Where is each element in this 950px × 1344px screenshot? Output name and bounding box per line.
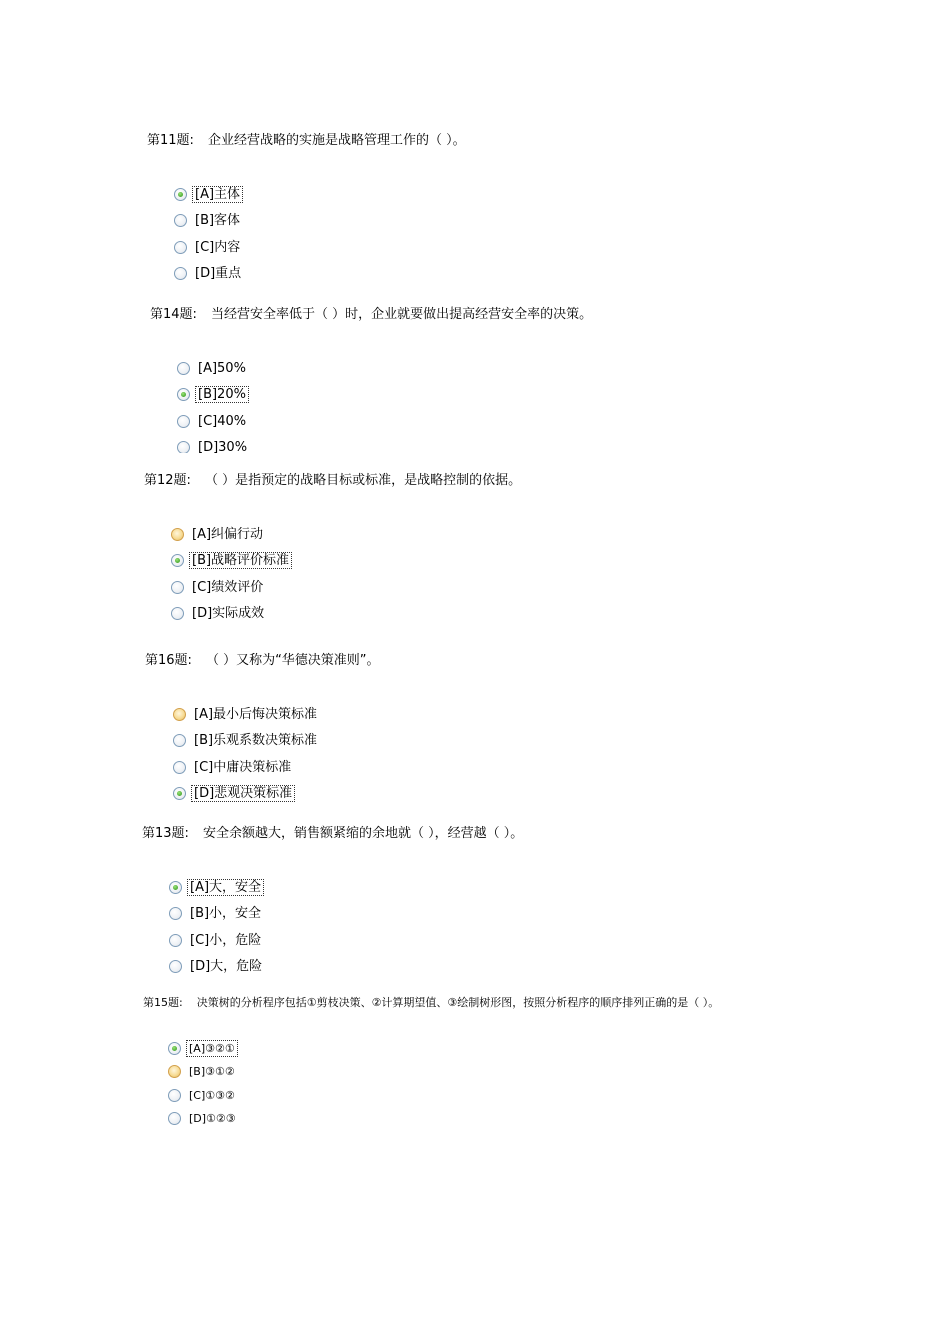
option-a[interactable] <box>173 701 320 728</box>
option-a[interactable] <box>174 181 244 208</box>
option-label[interactable]: [A]纠偏行动 <box>192 526 264 542</box>
option-label[interactable]: [B]③①② <box>189 1065 235 1079</box>
radio-button[interactable] <box>174 267 187 280</box>
question-text: 企业经营战略的实施是战略管理工作的（ ）。 <box>207 133 466 148</box>
option-label[interactable]: [D]30% <box>198 440 248 453</box>
radio-button[interactable] <box>171 528 184 541</box>
question-16 <box>145 653 380 669</box>
radio-button[interactable] <box>173 708 186 721</box>
option-label[interactable]: [D]实际成效 <box>192 606 265 622</box>
radio-button[interactable] <box>171 607 184 620</box>
option-label[interactable]: [C]40% <box>198 413 247 429</box>
option-c[interactable] <box>171 574 292 601</box>
radio-button[interactable] <box>177 415 190 428</box>
question-title <box>144 473 521 489</box>
option-d[interactable] <box>168 1107 239 1130</box>
radio-button[interactable] <box>173 787 186 800</box>
option-label[interactable]: [B]乐观系数决策标准 <box>194 733 318 749</box>
question-number: 第11题: <box>147 133 194 148</box>
options-list <box>171 521 292 627</box>
radio-button[interactable] <box>168 1042 181 1055</box>
option-label[interactable]: [A]主体 <box>192 186 243 203</box>
question-title <box>147 133 466 149</box>
options-list <box>174 181 244 287</box>
option-b[interactable] <box>168 1060 239 1083</box>
radio-button[interactable] <box>171 581 184 594</box>
option-label[interactable]: [C]中庸决策标准 <box>194 759 292 775</box>
option-c[interactable] <box>177 408 250 435</box>
option-a[interactable] <box>168 1037 239 1060</box>
question-text: 当经营安全率低于（ ）时，企业就要做出提高经营安全率的决策。 <box>210 307 593 322</box>
radio-button[interactable] <box>171 554 184 567</box>
question-12 <box>144 473 521 489</box>
question-title <box>142 826 523 842</box>
option-d[interactable] <box>169 954 265 981</box>
radio-button[interactable] <box>177 441 190 453</box>
option-d[interactable] <box>177 435 250 454</box>
question-number: 第14题: <box>150 307 197 322</box>
option-b[interactable] <box>171 548 292 575</box>
options-list <box>173 701 320 807</box>
option-b[interactable] <box>173 728 320 755</box>
option-a[interactable] <box>177 355 250 382</box>
option-label[interactable]: [C]内容 <box>195 239 241 255</box>
option-label[interactable]: [B]客体 <box>195 213 241 229</box>
question-13 <box>142 826 523 842</box>
options-list <box>168 1037 239 1130</box>
option-label[interactable]: [A]大，安全 <box>187 879 264 896</box>
option-b[interactable] <box>177 382 250 409</box>
question-text: （ ）是指预定的战略目标或标准，是战略控制的依据。 <box>204 473 522 488</box>
option-c[interactable] <box>169 927 265 954</box>
option-d[interactable] <box>171 601 292 628</box>
options-list <box>177 355 250 453</box>
question-14 <box>150 307 592 323</box>
radio-button[interactable] <box>168 1065 181 1078</box>
options-list <box>169 874 265 980</box>
option-b[interactable] <box>169 901 265 928</box>
option-label[interactable]: [C]绩效评价 <box>192 579 264 595</box>
option-label[interactable]: [D]大，危险 <box>190 959 263 975</box>
question-number: 第12题: <box>144 473 191 488</box>
option-label[interactable]: [C]①③② <box>189 1088 235 1102</box>
option-label[interactable]: [A]50% <box>198 360 246 376</box>
radio-button[interactable] <box>169 934 182 947</box>
question-text: 安全余额越大，销售额紧缩的余地就（ ），经营越（ ）。 <box>202 826 524 841</box>
radio-button[interactable] <box>173 761 186 774</box>
radio-button[interactable] <box>174 188 187 201</box>
question-11 <box>147 133 466 149</box>
question-title <box>145 653 380 669</box>
radio-button[interactable] <box>177 388 190 401</box>
option-a[interactable] <box>171 521 292 548</box>
option-label[interactable]: [D]①②③ <box>189 1112 236 1126</box>
question-15 <box>143 995 719 1011</box>
radio-button[interactable] <box>174 214 187 227</box>
option-a[interactable] <box>169 874 265 901</box>
radio-button[interactable] <box>168 1089 181 1102</box>
question-number: 第15题: <box>143 996 183 1009</box>
option-c[interactable] <box>168 1084 239 1107</box>
radio-button[interactable] <box>168 1112 181 1125</box>
option-label[interactable]: [B]小，安全 <box>190 906 262 922</box>
radio-button[interactable] <box>169 907 182 920</box>
question-title <box>150 307 592 323</box>
option-d[interactable] <box>174 261 244 288</box>
radio-button[interactable] <box>173 734 186 747</box>
option-b[interactable] <box>174 208 244 235</box>
option-c[interactable] <box>173 754 320 781</box>
option-label[interactable]: [D]重点 <box>195 266 242 282</box>
option-label[interactable]: [B]20% <box>195 386 249 403</box>
option-d[interactable] <box>173 781 320 808</box>
question-number: 第13题: <box>142 826 189 841</box>
radio-button[interactable] <box>169 881 182 894</box>
radio-button[interactable] <box>169 960 182 973</box>
option-label[interactable]: [D]悲观决策标准 <box>191 785 295 802</box>
option-c[interactable] <box>174 234 244 261</box>
question-text: 决策树的分析程序包括①剪枝决策、②计算期望值、③绘制树形图，按照分析程序的顺序排列正确的是（ ）。 <box>196 996 720 1009</box>
option-label[interactable]: [C]小，危险 <box>190 932 262 948</box>
options-clip <box>177 355 377 453</box>
radio-button[interactable] <box>177 362 190 375</box>
question-number: 第16题: <box>145 653 192 668</box>
option-label[interactable]: [A]③②① <box>186 1040 238 1057</box>
option-label[interactable]: [A]最小后悔决策标准 <box>194 706 318 722</box>
question-text: （ ）又称为“华德决策准则”。 <box>205 653 380 668</box>
option-label[interactable]: [B]战略评价标准 <box>189 552 292 569</box>
question-title <box>143 995 719 1011</box>
radio-button[interactable] <box>174 241 187 254</box>
